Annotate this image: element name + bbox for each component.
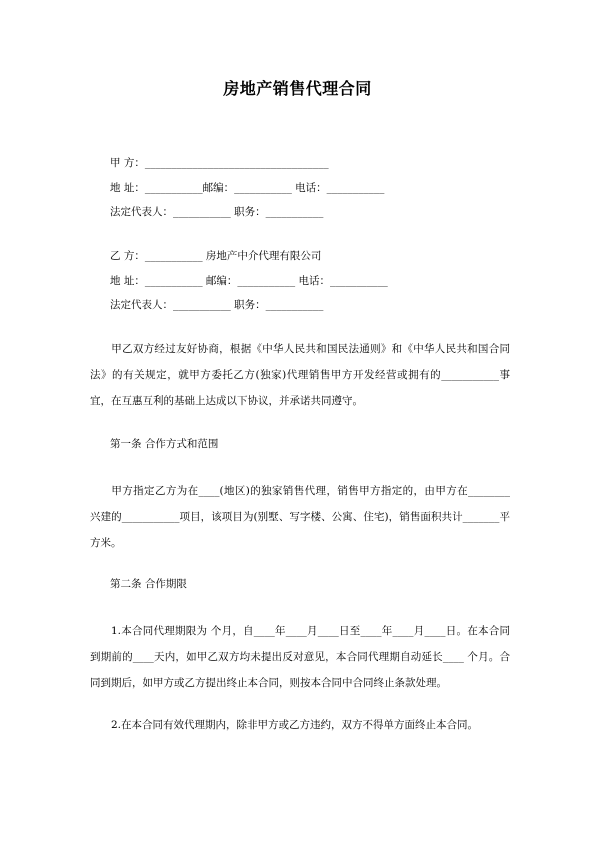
- intro-paragraph: [90, 336, 510, 414]
- article-2-clause-2: [90, 712, 510, 738]
- article-2-heading: 第二条 合作期限: [110, 578, 187, 590]
- article-2-clause-1-text: 1.本合同代理期限为 个月，自____年____月____日至____年____月____日。在本合同到期前的____天内，如甲乙双方均未提出反对意见，本合同代理期自动延长____ 个月。合同到期后，如甲方或乙方提出终止本合同，则按本合同中合同终止条款处理。: [90, 625, 510, 689]
- party-b-name-line: 乙 方：___________ 房地产中介代理有限公司: [110, 250, 322, 262]
- party-a-name-line: 甲 方：___________________________________: [110, 157, 329, 169]
- intro-text: 甲乙双方经过友好协商，根据《中华人民共和国民法通则》和《中华人民共和国合同法》的有关规定，就甲方委托乙方(独家)代理销售甲方开发经营或拥有的___________事宜，在互惠互利的基础上达成以下协议，并承诺共同遵守。: [90, 343, 510, 407]
- party-a-address-line: 地 址：___________邮编：___________ 电话：___________: [110, 182, 385, 194]
- party-b-address-line: 地 址：___________ 邮编：___________ 电话：___________: [110, 275, 388, 287]
- article-1-paragraph: [90, 478, 510, 556]
- article-2-clause-2-text: 2.在本合同有效代理期内，除非甲方或乙方违约，双方不得单方面终止本合同。: [111, 719, 479, 731]
- article-1-text: 甲方指定乙方为在____(地区)的独家销售代理，销售甲方指定的，由甲方在________ 兴建的___________项目，该项目为(别墅、写字楼、公寓、住宅)，销售面积共计_______平方米。: [90, 485, 510, 549]
- party-b-representative-line: 法定代表人：___________ 职务：___________: [110, 299, 324, 311]
- article-1-heading: 第一条 合作方式和范围: [110, 438, 219, 450]
- party-a-representative-line: 法定代表人：___________ 职务：___________: [110, 206, 324, 218]
- document-title: 房地产销售代理合同: [223, 79, 372, 98]
- article-2-clause-1: [90, 618, 510, 696]
